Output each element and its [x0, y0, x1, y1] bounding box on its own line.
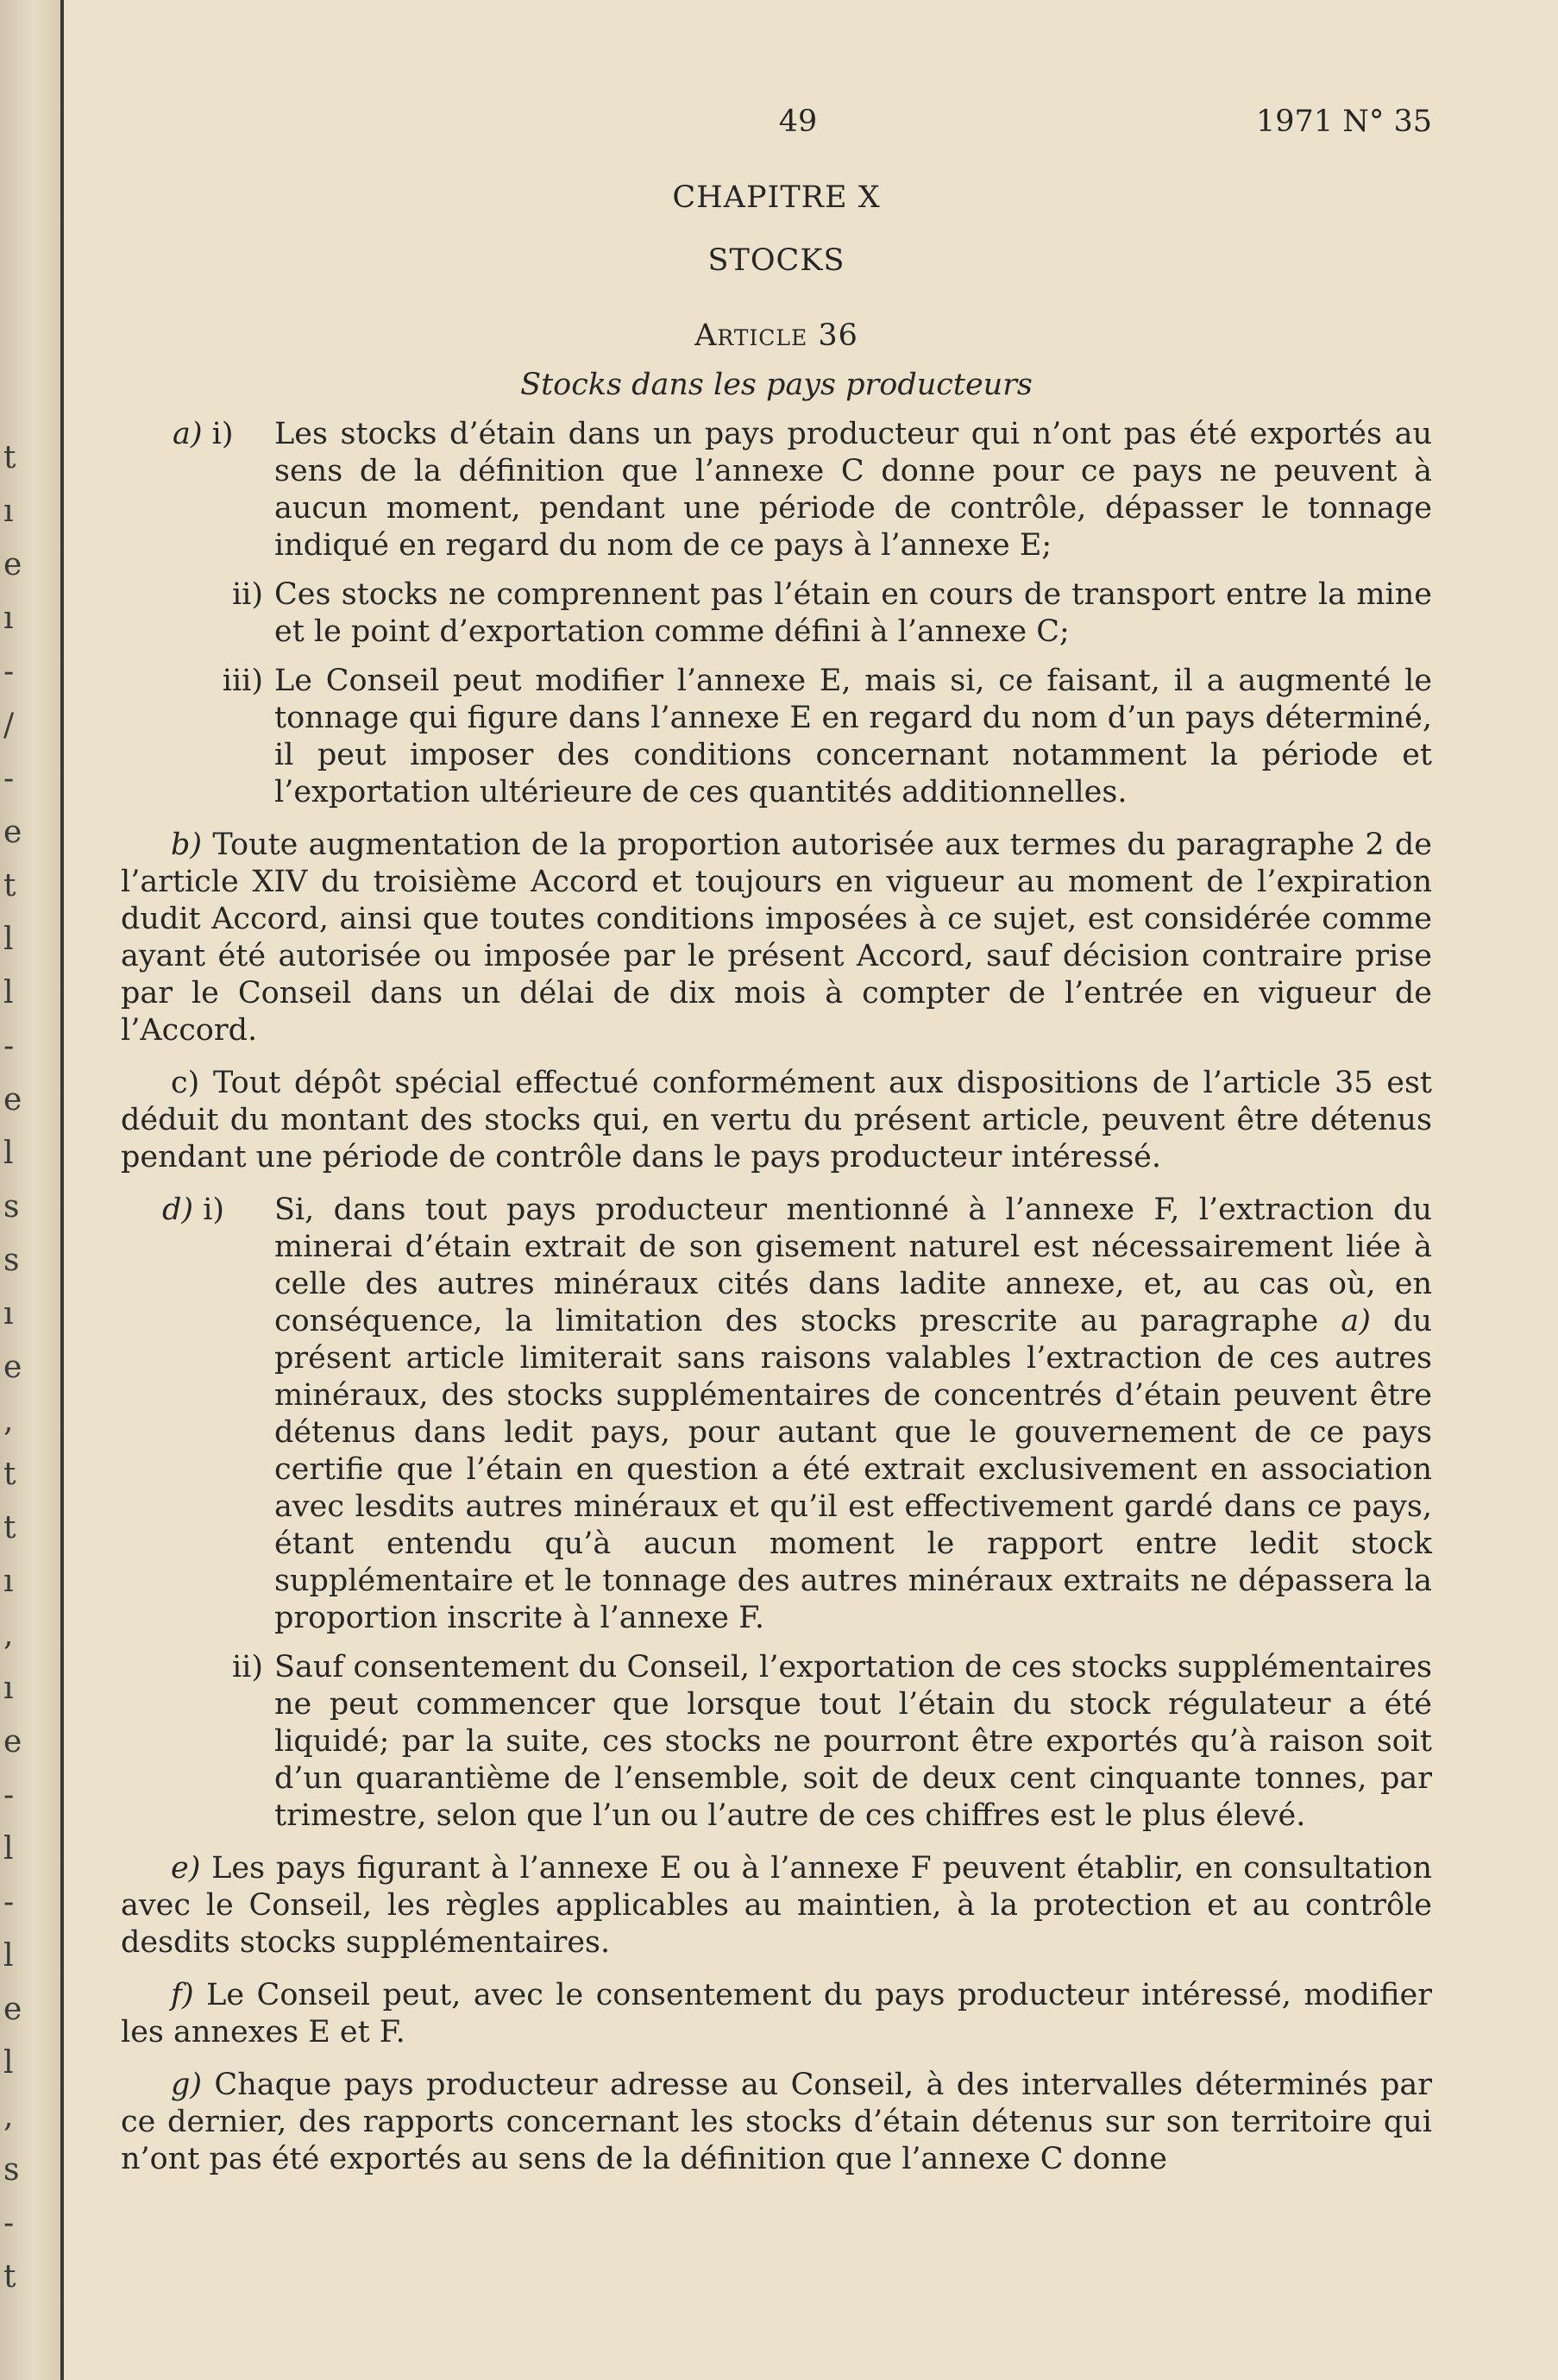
margin-fragment: , — [3, 1617, 14, 1653]
paragraph-a-iii — [121, 663, 1432, 811]
margin-fragment: ı — [3, 494, 14, 529]
margin-fragment: l — [3, 1831, 14, 1867]
paragraph-e-text: Les pays figurant à l’annexe E ou à l’annexe F peuvent établir, en consultation avec le Conseil, les règles applicables au maintien, à la protection et au contrôle desdits stocks supplémentaires. — [121, 1851, 1432, 1960]
margin-fragment: e — [3, 1350, 22, 1385]
margin-fragment: e — [3, 1992, 22, 2027]
chapter-heading: CHAPITRE X — [672, 180, 881, 215]
paragraph-f — [121, 1977, 1432, 2051]
margin-fragment: ı — [3, 1564, 14, 1599]
article-heading: Article 36 — [694, 318, 858, 353]
margin-fragment: ı — [3, 1671, 14, 1706]
document-page — [121, 104, 1432, 2178]
margin-fragment: - — [3, 654, 15, 689]
paragraph-g-label: g) — [171, 2068, 203, 2102]
paragraph-g — [121, 2067, 1432, 2178]
publication-reference: 1971 N° 35 — [1256, 104, 1432, 139]
margin-fragment: - — [3, 1778, 15, 1813]
margin-fragment: / — [3, 708, 15, 743]
margin-fragment: l — [3, 1136, 14, 1171]
margin-fragment: e — [3, 1724, 22, 1760]
margin-fragment: s — [3, 2152, 20, 2188]
paragraph-d-ii-text: Sauf consentement du Conseil, l’exportation de ces stocks supplémentaires ne peut commencer que lorsque tout l’étain du stock régulateur a été liquidé; par la suite, ces stocks ne pourront être exportés qu’à raison soit d’un quarantième de l’ensemble, soit de deux cent cinquante tonnes, par trimestre, selon que l’un ou l’autre de ces chiffres est le plus élevé. — [274, 1650, 1432, 1833]
paragraph-e-label: e) — [171, 1851, 201, 1886]
margin-fragment: t — [3, 868, 16, 904]
paragraph-g-text: Chaque pays producteur adresse au Conseil, à des intervalles déterminés par ce dernier, des rapports concernant les stocks d’étain détenus sur son territoire qui n’ont pas été exportés au sens de la définition que l’annexe C donne — [121, 2068, 1432, 2176]
margin-fragment: t — [3, 440, 16, 475]
margin-fragment: t — [3, 1510, 16, 1546]
margin-fragment: e — [3, 815, 22, 850]
book-spine-shadow — [60, 0, 64, 2380]
margin-fragment: s — [3, 1189, 20, 1225]
paragraph-b-label: b) — [171, 828, 203, 862]
paragraph-f-text: Le Conseil peut, avec le consentement du pays producteur intéressé, modifier les annexes E et F. — [121, 1978, 1432, 2049]
margin-fragment: - — [3, 1029, 15, 1064]
paragraph-d-i — [121, 1192, 1432, 1637]
margin-fragment: ı — [3, 1296, 14, 1332]
page-header — [121, 104, 1432, 155]
paragraph-c-text: Tout dépôt spécial effectué conformément aux dispositions de l’article 35 est déduit du montant des stocks qui, en vertu du présent article, peuvent être détenus pendant une période de contrôle dans le pays producteur intéressé. — [121, 1066, 1432, 1174]
margin-fragment: - — [3, 1885, 15, 1920]
paragraph-c — [121, 1065, 1432, 1176]
paragraph-a-ii-text: Ces stocks ne comprennent pas l’étain en cours de transport entre la mine et le point d’exportation comme défini à l’annexe C; — [274, 577, 1432, 649]
paragraph-b-text: Toute augmentation de la proportion autorisée aux termes du paragraphe 2 de l’article XIV du troisième Accord et toujours en vigueur au moment de l’expiration dudit Accord, ainsi que toutes conditions imposées à ce sujet, est considérée comme ayant été autorisée ou imposée par le présent Accord, sauf décision contraire prise par le Conseil dans un délai de dix mois à compter de l’entrée en vigueur de l’Accord. — [121, 828, 1432, 1048]
article-subtitle: Stocks dans les pays producteurs — [520, 368, 1033, 402]
paragraph-a-i — [121, 416, 1432, 564]
paragraph-d-i-ref: a) — [1341, 1304, 1371, 1338]
margin-fragment: l — [3, 922, 14, 957]
paragraph-a-iii-label: iii) — [222, 664, 263, 698]
paragraph-f-label: f) — [171, 1978, 194, 2012]
paragraph-b — [121, 827, 1432, 1049]
paragraph-e — [121, 1850, 1432, 1961]
paragraph-a-ii — [121, 576, 1432, 651]
paragraph-d-ii-label: ii) — [231, 1650, 263, 1684]
paragraph-a-i-text: Les stocks d’étain dans un pays producteur qui n’ont pas été exportés au sens de la définition que l’annexe C donne pour ce pays ne peuvent à aucun moment, pendant une période de contrôle, dépasser le tonnage indiqué en regard du nom de ce pays à l’annexe E; — [274, 417, 1432, 563]
margin-fragment: , — [3, 2099, 14, 2134]
paragraph-c-label: c) — [171, 1066, 200, 1100]
margin-fragment: e — [3, 1082, 22, 1118]
page-number: 49 — [778, 104, 818, 139]
margin-fragment: e — [3, 547, 22, 582]
margin-fragment: , — [3, 1403, 14, 1439]
margin-fragment: l — [3, 2045, 14, 2081]
paragraph-d-ii — [121, 1649, 1432, 1835]
margin-fragment: ı — [3, 601, 14, 636]
margin-fragment: s — [3, 1243, 20, 1278]
margin-fragment: - — [3, 761, 15, 796]
paragraph-d-i-text-before: Si, dans tout pays producteur mentionné à l’annexe F, l’extraction du minerai d’étain extrait de son gisement naturel est nécessairement liée à celle des autres minéraux cités dans ladite annexe, et, au cas où, en conséquence, la limitation des stocks prescrite au paragraphe — [274, 1193, 1432, 1338]
margin-fragment: l — [3, 975, 14, 1011]
margin-fragment: t — [3, 2259, 16, 2295]
chapter-title: STOCKS — [707, 243, 845, 278]
margin-fragment: t — [3, 1457, 16, 1492]
paragraph-a-iii-text: Le Conseil peut modifier l’annexe E, mais si, ce faisant, il a augmenté le tonnage qui figure dans l’annexe E en regard du nom d’un pays déterminé, il peut imposer des conditions concernant notamment la période et l’exportation ultérieure de ces quantités additionnelles. — [274, 664, 1432, 809]
margin-fragment: l — [3, 1938, 14, 1974]
paragraph-d-label: d) i) — [162, 1193, 225, 1227]
paragraph-a-ii-label: ii) — [231, 577, 263, 612]
margin-fragment: - — [3, 2206, 15, 2241]
paragraph-a-label: a) i) — [173, 417, 234, 451]
paragraph-d-i-text-after: du présent article limiterait sans raisons valables l’extraction de ces autres minéraux, des stocks supplémentaires de concentrés d’étain peuvent être détenus dans ledit pays, pour autant que le gouvernement de ce pays certifie que l’étain en question a été extrait exclusivement en association avec lesdits autres minéraux et qu’il est effectivement gardé dans ce pays, étant entendu qu’à aucun moment le rapport entre ledit stock supplémentaire et le tonnage des autres minéraux extraits ne dépassera la proportion inscrite à l’annexe F. — [274, 1304, 1433, 1635]
